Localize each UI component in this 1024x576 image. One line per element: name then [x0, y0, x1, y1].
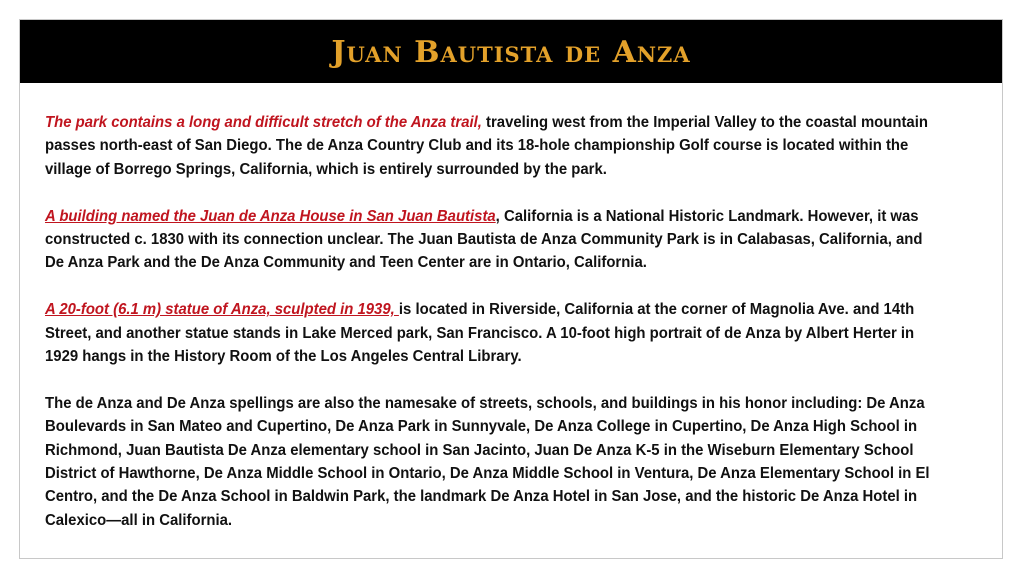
paragraph-text: traveling west from the Imperial Valley to the coastal mountain passes north-east of San Diego. The de Anza Country Club and its 18-hole championship Golf course is located within the village of Borrego Springs, California, which is entirely surrounded by the park. — [45, 114, 928, 178]
title-bar — [20, 20, 1002, 83]
paragraph-statue — [45, 298, 943, 368]
paragraph-text: The de Anza and De Anza spellings are also the namesake of streets, schools, and buildings in his honor including: De Anza Boulevards in San Mateo and Cupertino, De Anza Park in Sunnyvale, De Anza College in Cupertino, De Anza High School in Richmond, Juan Bautista De Anza elementary school in San Jacinto, Juan De Anza K-5 in the Wiseburn Elementary School District of Hawthorne, De Anza Middle School in Ontario, De Anza Middle School in Ventura, De Anza Elementary School in El Centro, and the De Anza School in Baldwin Park, the landmark De Anza Hotel in San Jose, and the historic De Anza Hotel in Calexico—all in California. — [45, 394, 930, 529]
highlight-phrase: The park contains a long and difficult stretch of the Anza trail, — [45, 114, 482, 131]
slide-title: Juan Bautista de Anza — [331, 35, 691, 70]
paragraph-namesakes — [45, 392, 943, 532]
slide-body — [45, 111, 943, 556]
slide — [19, 19, 1003, 559]
paragraph-text: is located in Riverside, California at the corner of Magnolia Ave. and 14th Street, and another statue stands in Lake Merced park, San Francisco. A 10-foot high portrait of de Anza by Albert Herter in 1929 hangs in the History Room of the Los Angeles Central Library. — [45, 301, 915, 366]
hyperlink-statue[interactable]: A 20-foot (6.1 m) statue of Anza, sculpted in 1939, — [45, 301, 399, 319]
hyperlink-anza-house[interactable]: A building named the Juan de Anza House in San Juan Bautista — [45, 207, 496, 225]
paragraph-park — [45, 111, 943, 181]
paragraph-text: , California is a National Historic Landmark. However, it was constructed c. 1830 with its connection unclear. The Juan Bautista de Anza Community Park is in Calabasas, California, and De Anza Park and the De Anza Community and Teen Center are in Ontario, California. — [45, 207, 923, 272]
paragraph-anza-house — [45, 205, 943, 275]
